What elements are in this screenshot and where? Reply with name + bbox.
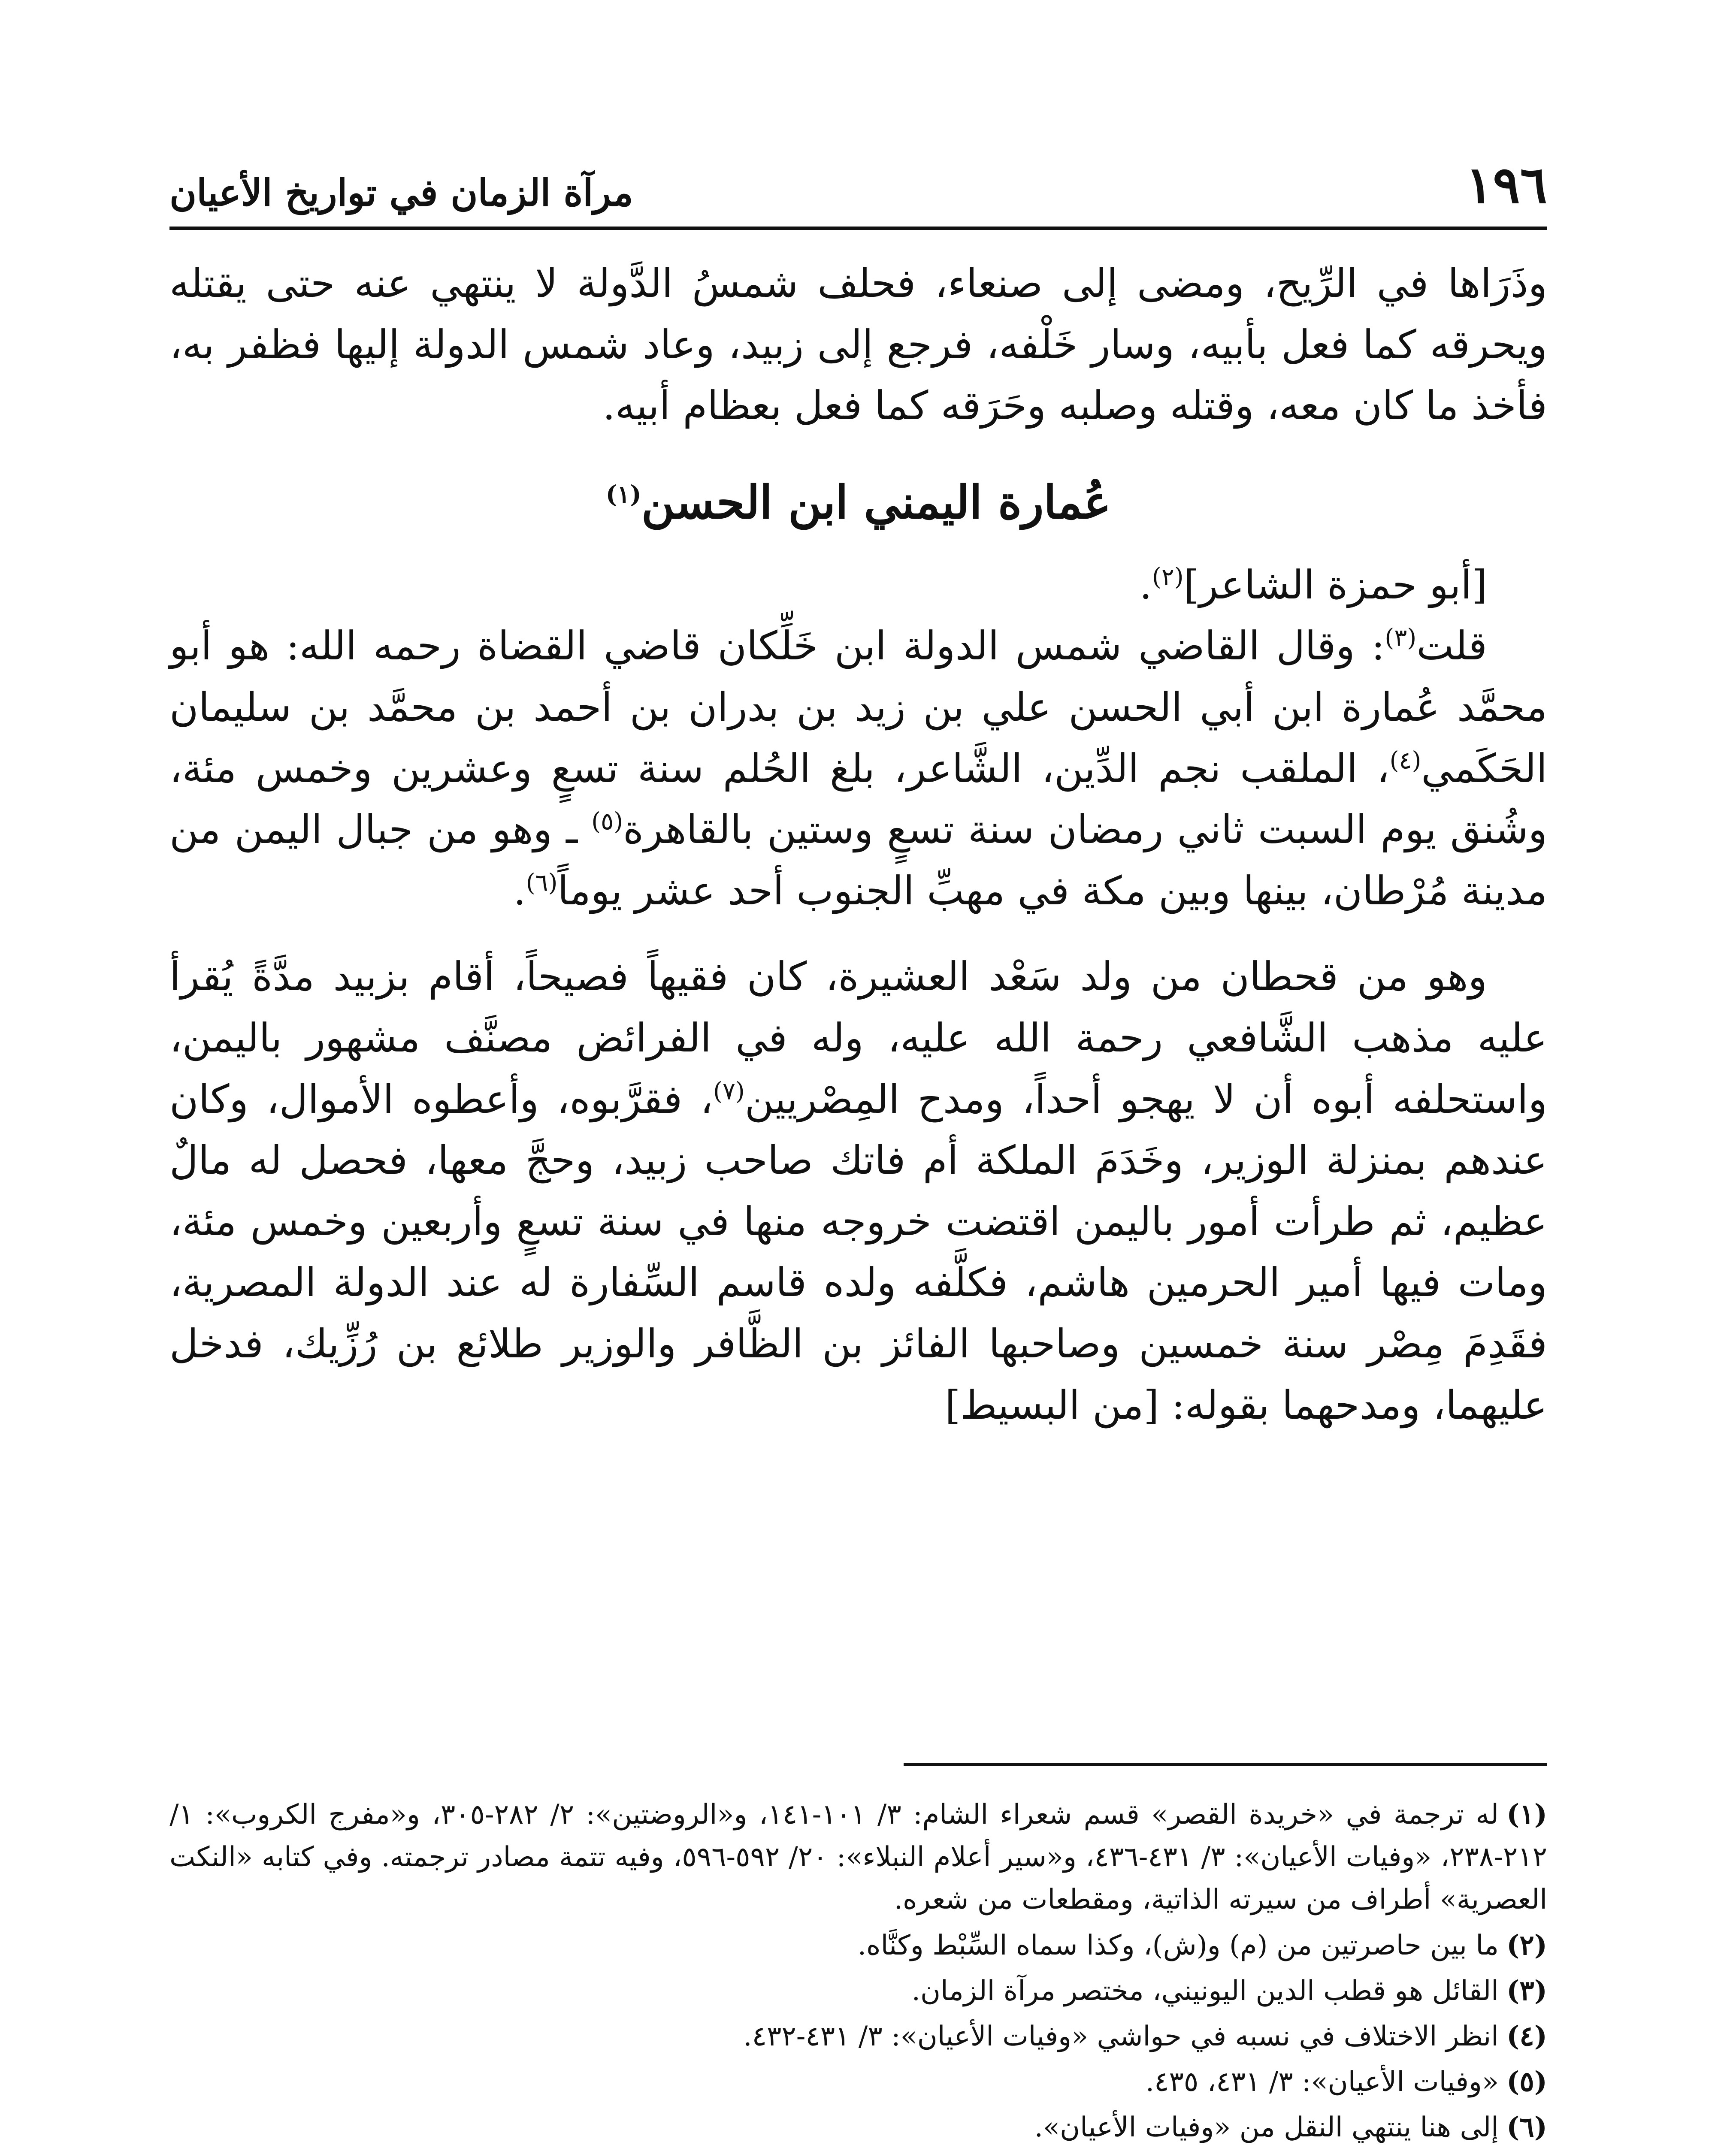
p1-start: قلت bbox=[1416, 623, 1487, 669]
footnote-number: (٣) bbox=[1506, 1974, 1547, 2007]
section-title-text: عُمارة اليمني ابن الحسن bbox=[641, 475, 1111, 529]
footnote-item bbox=[169, 2106, 1547, 2145]
footnote-text: له ترجمة في «خريدة القصر» قسم شعراء الشام: ٣/ ١٠١-١٤١، و«الروضتين»: ٢/ ٢٨٢-٣٠٥، و«مفرج الكروب»: ١/ ٢١٢-٢٣٨، «وفيات الأعيان»: ٣/ ٤٣١-٤٣٦، و«سير أعلام النبلاء»: ٢٠/ ٥٩٢-٥٩٦، وفيه تتمة مصادر ترجمته. وفي كتابه «النكت العصرية» أطراف من سيرته الذاتية، ومقطعات من شعره. bbox=[169, 1799, 1548, 1916]
footnote-item bbox=[169, 1793, 1547, 1921]
page-header bbox=[169, 154, 1547, 230]
footnote-ref-4[interactable]: (٤) bbox=[1389, 746, 1421, 774]
footnote-ref-7[interactable]: (٧) bbox=[713, 1077, 745, 1105]
p1-part4: ـ وهو من جبال اليمن من مدينة مُرْطان، بينها وبين مكة في مهبِّ الجنوب أحد عشر يوماً bbox=[169, 807, 1547, 914]
footnote-number: (٥) bbox=[1506, 2066, 1547, 2098]
page-number: ١٩٦ bbox=[1465, 155, 1547, 214]
intro-paragraph: وذَرَاها في الرِّيح، ومضى إلى صنعاء، فحلف شمسُ الدَّولة لا ينتهي عنه حتى يقتله ويحرقه كما فعل بأبيه، وسار خَلْفه، فرجع إلى زبيد، وعاد شمس الدولة إليها فظفر به، فأخذ ما كان معه، وقتله وصلبه وحَرَقه كما فعل بعظام أبيه. bbox=[169, 260, 1547, 429]
footnote-ref-6[interactable]: (٦) bbox=[526, 869, 558, 897]
footnote-number: (٢) bbox=[1506, 1929, 1547, 1961]
footnotes bbox=[169, 1793, 1547, 2145]
paragraph-biography bbox=[169, 616, 1547, 921]
footnote-number: (٤) bbox=[1506, 2020, 1547, 2052]
kunya-end: . bbox=[1139, 562, 1152, 608]
footnote-number: (٦) bbox=[1506, 2111, 1547, 2144]
footnote-text: «وفيات الأعيان»: ٣/ ٤٣١، ٤٣٥. bbox=[1145, 2066, 1499, 2098]
kunya-text: [أبو حمزة الشاعر] bbox=[1183, 562, 1487, 608]
footnote-text: القائل هو قطب الدين اليونيني، مختصر مرآة الزمان. bbox=[911, 1975, 1499, 2007]
footnote-ref-2[interactable]: (٢) bbox=[1152, 563, 1184, 591]
paragraph-lineage bbox=[169, 946, 1547, 1436]
kunya-line bbox=[169, 555, 1547, 616]
footnote-text: إلى هنا ينتهي النقل من «وفيات الأعيان». bbox=[1034, 2112, 1499, 2144]
p1-part3: ، الملقب نجم الدِّين، الشَّاعر، بلغ الحُلم سنة تسعٍ وعشرين وخمس مئة، وشُنق يوم السبت ثاني رمضان سنة تسعٍ وستين بالقاهرة bbox=[169, 745, 1547, 853]
p2-part2: ، فقرَّبوه، وأعطوه الأموال، وكان عندهم بمنزلة الوزير، وخَدَمَ الملكة أم فاتك صاحب زبيد، وحجَّ معها، فحصل له مالٌ عظيم، ثم طرأت أمور باليمن اقتضت خروجه منها في سنة تسعٍ وأربعين وخمس مئة، ومات فيها أمير الحرمين هاشم، فكلَّفه ولده قاسم السِّفارة له عند الدولة المصرية، فقَدِمَ مِصْر سنة خمسين وصاحبها الفائز بن الظَّافر والوزير طلائع بن رُزِّيك، فدخل عليهما، ومدحهما بقوله: [من البسيط] bbox=[169, 1076, 1547, 1428]
footnote-text: انظر الاختلاف في نسبه في حواشي «وفيات الأعيان»: ٣/ ٤٣١-٤٣٢. bbox=[743, 2020, 1499, 2052]
footnote-item bbox=[169, 2015, 1547, 2058]
main-text bbox=[169, 253, 1547, 1436]
section-title bbox=[169, 475, 1547, 529]
footnote-text: ما بين حاصرتين من (م) و(ش)، وكذا سماه السِّبْط وكنَّاه. bbox=[857, 1929, 1499, 1961]
footnote-item bbox=[169, 1970, 1547, 2012]
running-title: مرآة الزمان في تواريخ الأعيان bbox=[169, 171, 633, 214]
footnote-ref-3[interactable]: (٣) bbox=[1385, 624, 1417, 652]
p1-part2: : وقال القاضي شمس الدولة ابن خَلِّكان قاضي القضاة رحمه الله: هو أبو محمَّد عُمارة ابن أبي الحسن علي بن زيد بن بدران بن أحمد بن محمَّد بن سليمان الحَكَمي bbox=[169, 623, 1548, 792]
footnote-ref-5[interactable]: (٥) bbox=[591, 807, 623, 836]
p1-end: . bbox=[513, 867, 526, 914]
footnote-number: (١) bbox=[1506, 1798, 1548, 1831]
footnote-item bbox=[169, 2060, 1547, 2103]
p2-part1: وهو من قحطان من ولد سَعْد العشيرة، كان فقيهاً فصيحاً، أقام بزبيد مدَّةً يُقرأ عليه مذهب الشَّافعي رحمة الله عليه، وله في الفرائض مصنَّف مشهور باليمن، واستحلفه أبوه أن لا يهجو أحداً، ومدح المِصْريين bbox=[169, 954, 1547, 1122]
footnote-item bbox=[169, 1924, 1547, 1967]
footnote-ref-1[interactable]: (١) bbox=[605, 480, 641, 509]
